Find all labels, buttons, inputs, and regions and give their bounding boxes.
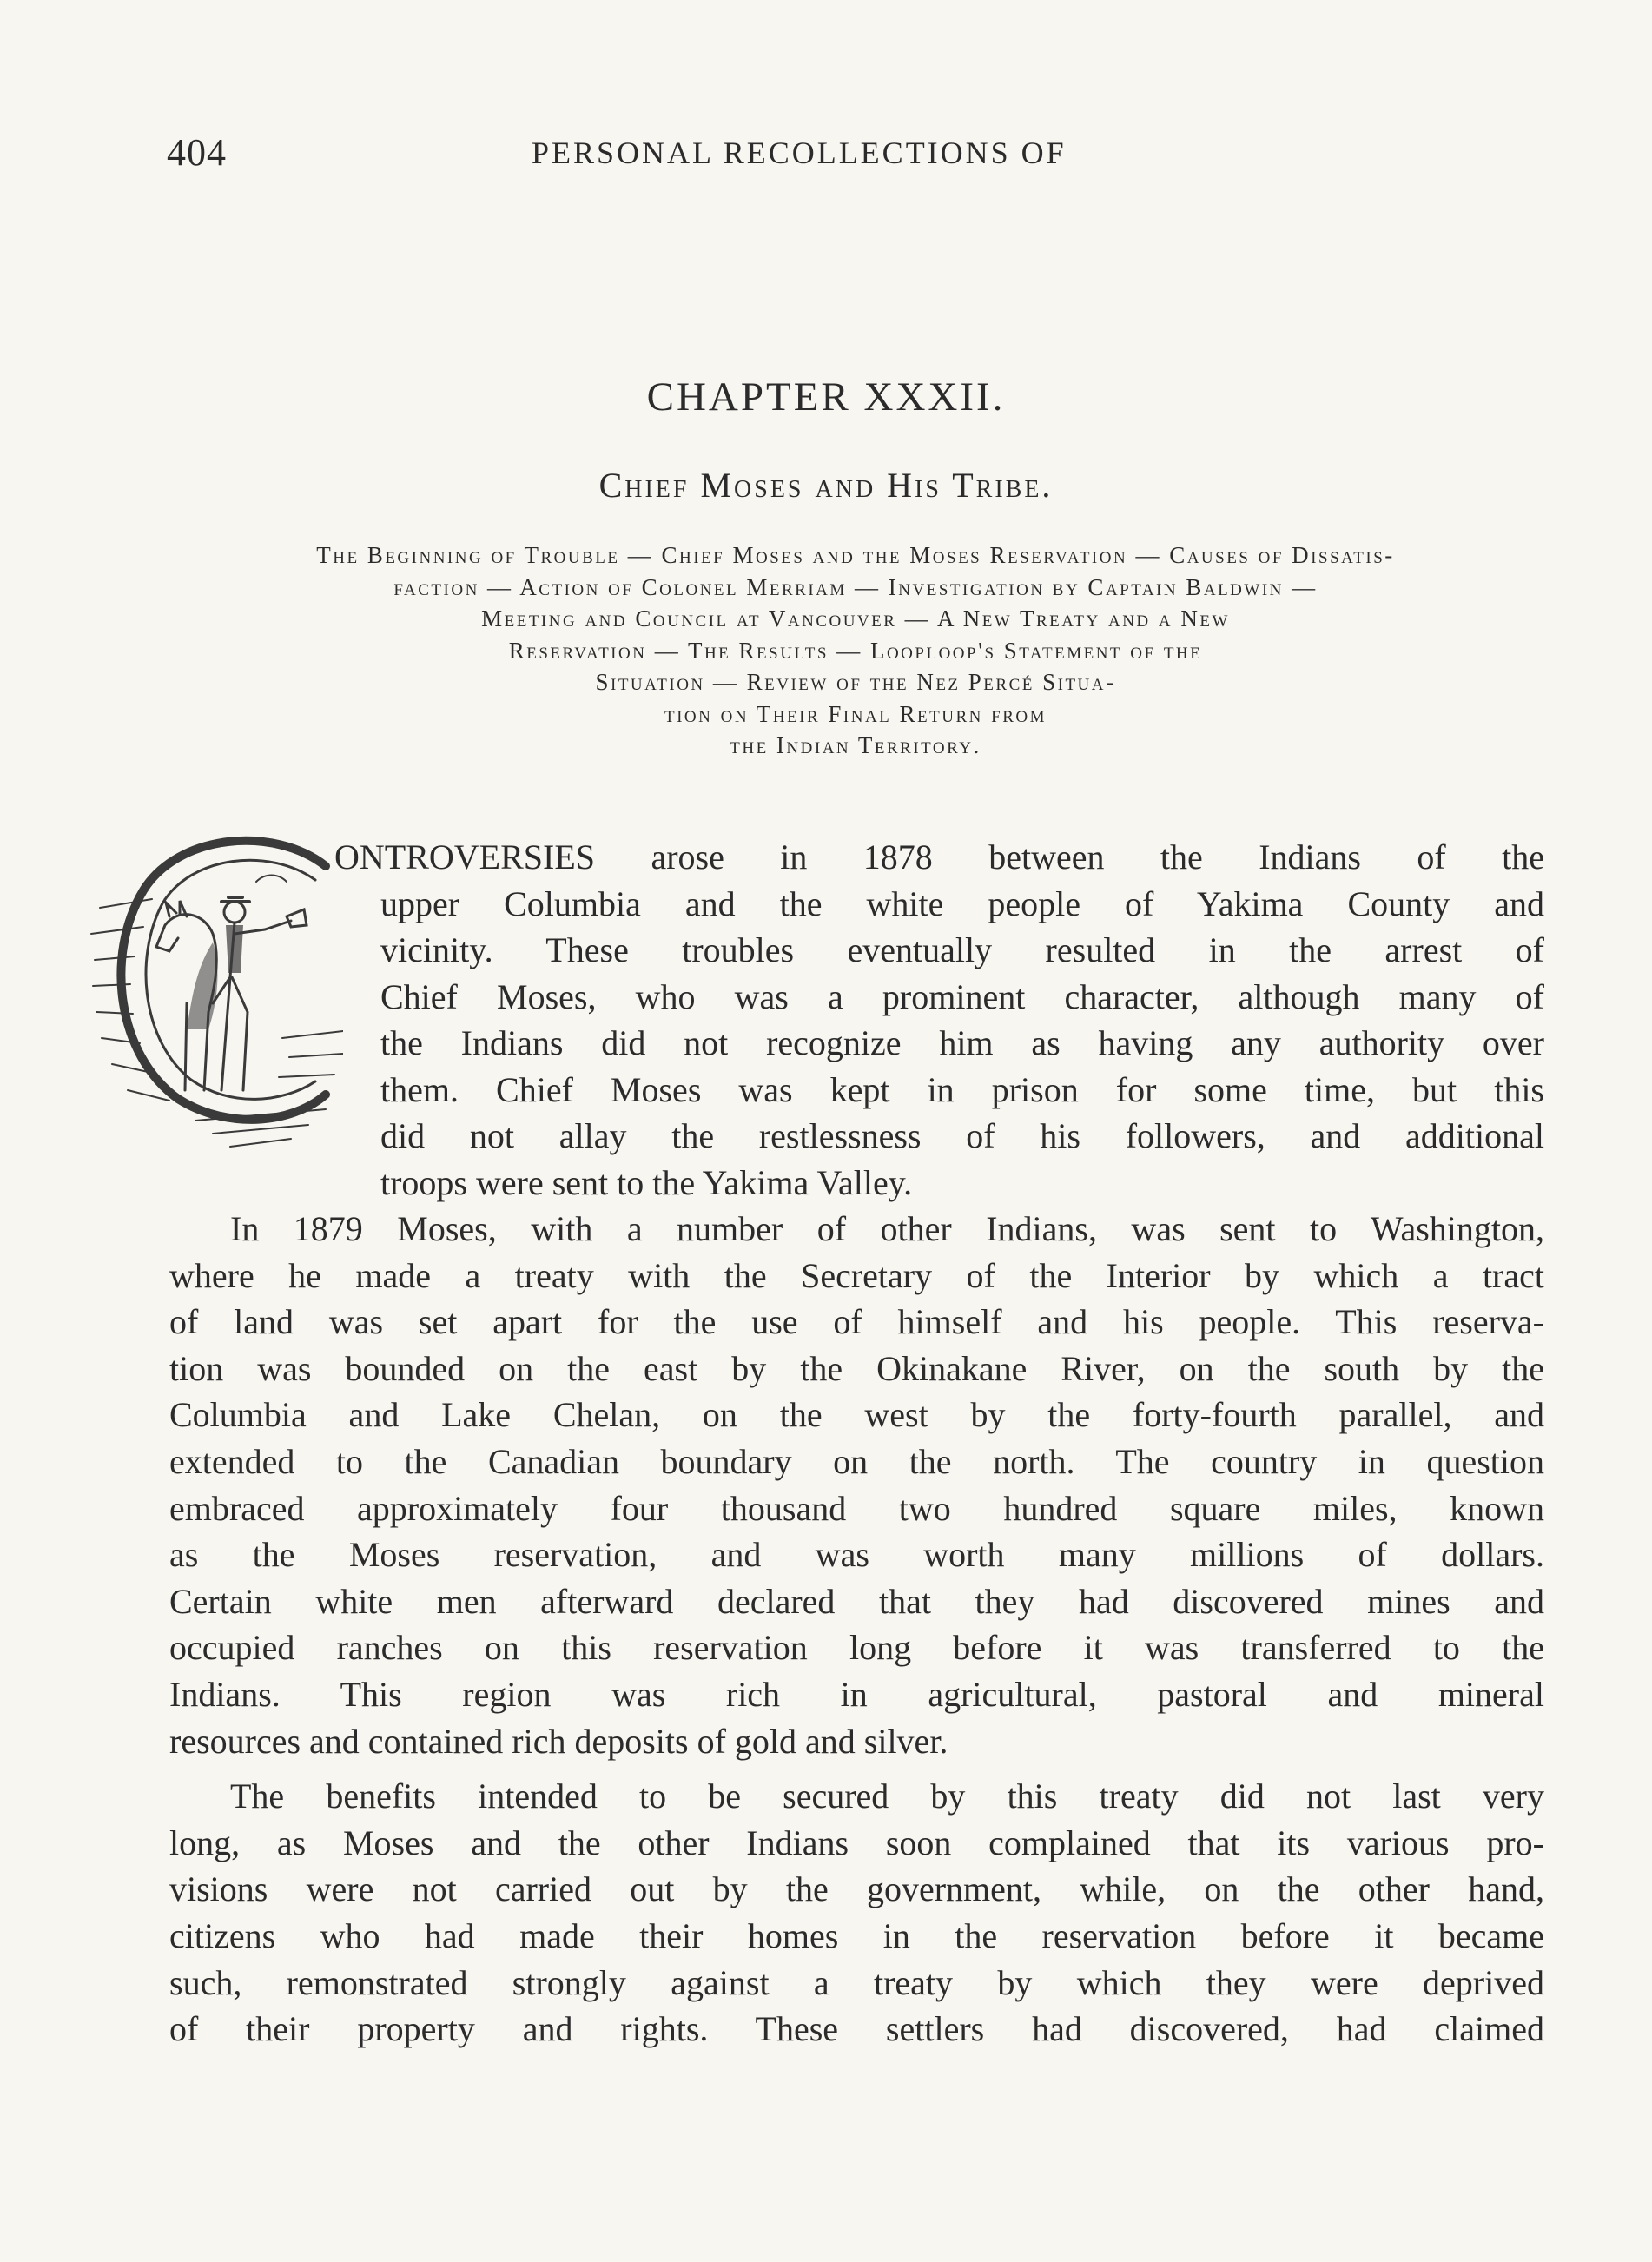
ornamental-initial [83,830,343,1160]
synopsis-line: the Indian Territory. [730,732,981,758]
synopsis-line: Meeting and Council at Vancouver — A New Treaty and a New [481,605,1230,632]
running-head: PERSONAL RECOLLECTIONS OF [532,136,1067,170]
initial-c-illustration [83,830,343,1160]
paragraph-line: upper Columbia and the white people of Yakima County and [380,883,1544,923]
paragraph-line: resources and contained rich deposits of gold and silver. [169,1721,948,1761]
paragraph-line: visions were not carried out by the government, while, on the other hand, [169,1869,1544,1909]
page-number: 404 [167,131,227,174]
paragraph-line: ONTROVERSIES arose in 1878 between the Indians of the [334,837,1544,876]
paragraph-line: did not allay the restlessness of his followers, and additional [380,1116,1544,1155]
paragraph-line: long, as Moses and the other Indians soon complained that its various pro- [169,1822,1544,1862]
paragraph-line: such, remonstrated strongly against a treaty by which they were deprived [169,1962,1544,2002]
paragraph-line: tion was bounded on the east by the Okinakane River, on the south by the [169,1348,1544,1388]
synopsis-line: The Beginning of Trouble — Chief Moses and the Moses Reservation — Causes of Dissatis- [316,542,1395,568]
paragraph-line: of land was set apart for the use of himself and his people. This reserva- [169,1302,1544,1342]
synopsis-line: faction — Action of Colonel Merriam — Investigation by Captain Baldwin — [393,573,1318,600]
synopsis-line: Reservation — The Results — Looploop's Statement of the [508,637,1203,664]
paragraph-gap [169,1764,1544,1773]
paragraph-line: Chief Moses, who was a prominent character, although many of [380,976,1544,1016]
paragraph-line: as the Moses reservation, and was worth many millions of dollars. [169,1535,1544,1575]
paragraph-line: extended to the Canadian boundary on the north. The country in question [169,1441,1544,1481]
paragraph-line: citizens who had made their homes in the reservation before it became [169,1915,1544,1955]
paragraph-line: In 1879 Moses, with a number of other Indians, was sent to Washington, [230,1209,1544,1248]
paragraph-line: Columbia and Lake Chelan, on the west by the forty-fourth parallel, and [169,1395,1544,1435]
paragraph-line: them. Chief Moses was kept in prison for some time, but this [380,1069,1544,1109]
paragraph-line: Certain white men afterward declared that they had discovered mines and [169,1581,1544,1621]
paragraph-line: troops were sent to the Yakima Valley. [380,1162,913,1202]
opening-paragraph [334,834,1544,1206]
main-paragraphs [169,1206,1544,2053]
paragraph-line: where he made a treaty with the Secretary of the Interior by which a tract [169,1255,1544,1295]
paragraph-line: of their property and rights. These settlers had discovered, had claimed [169,2009,1544,2049]
paragraph-line: occupied ranches on this reservation long before it was transferred to the [169,1628,1544,1668]
chapter-title: CHAPTER XXXII. [646,374,1006,420]
paragraph-line: embraced approximately four thousand two hundred square miles, known [169,1488,1544,1528]
paragraph-line: the Indians did not recognize him as having any authority over [380,1023,1544,1062]
synopsis-line: Situation — Review of the Nez Percé Situa- [595,669,1116,695]
synopsis-line: tion on Their Final Return from [664,700,1047,727]
paragraph-line: The benefits intended to be secured by this treaty did not last very [230,1776,1544,1816]
paragraph-line: vicinity. These troubles eventually resulted in the arrest of [380,930,1544,969]
paragraph-line: Indians. This region was rich in agricultural, pastoral and mineral [169,1674,1544,1714]
chapter-subtitle: Chief Moses and His Tribe. [598,466,1054,505]
chapter-synopsis [165,539,1546,762]
